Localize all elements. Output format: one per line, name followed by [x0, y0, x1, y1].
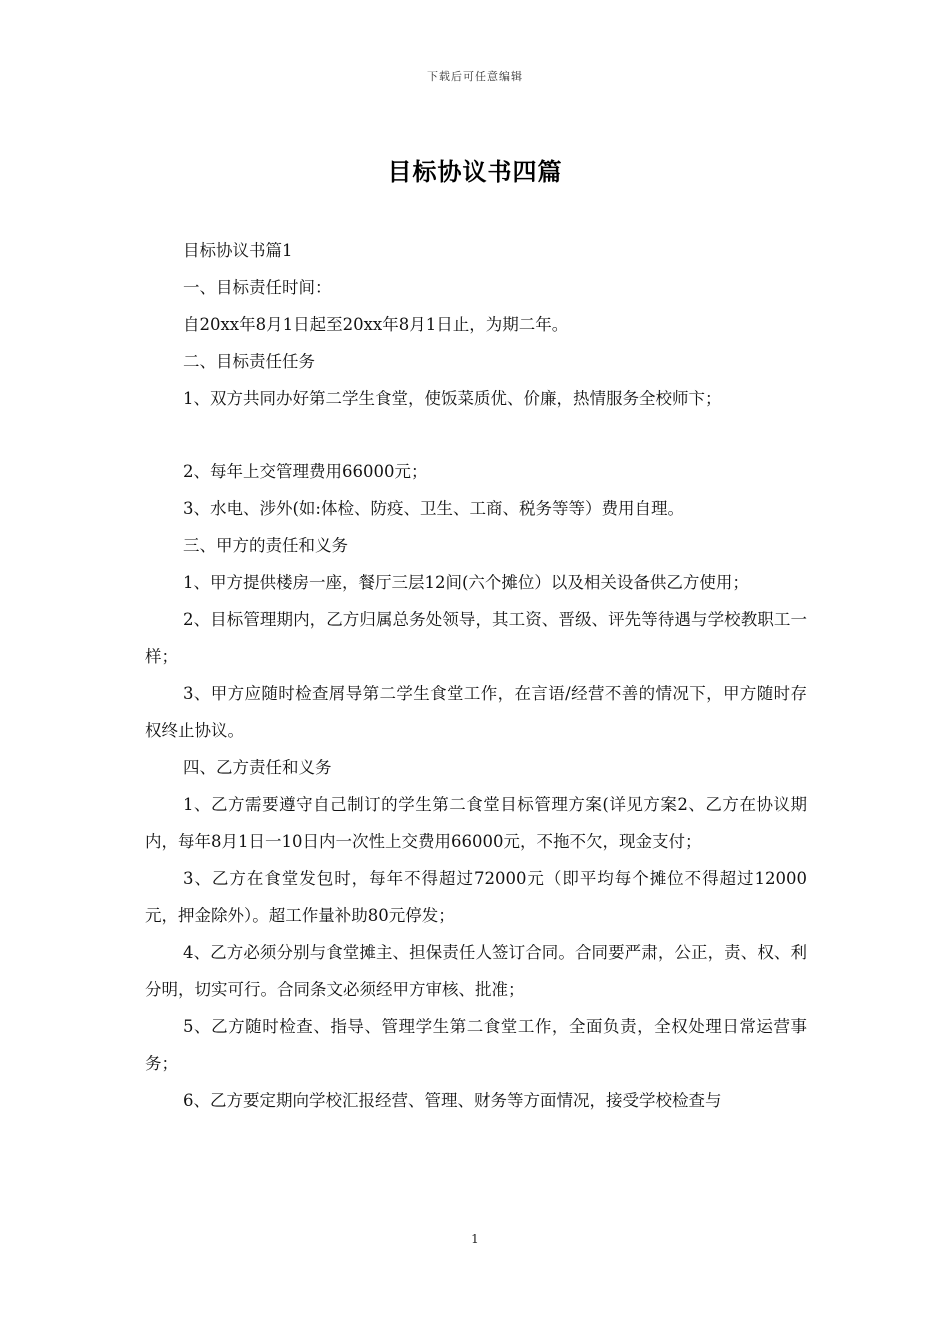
section-heading: 目标协议书篇1	[183, 241, 293, 260]
paragraph: 2、目标管理期内，乙方归属总务处领导，其工资、晋级、评先等待遇与学校教职工一样；	[145, 610, 807, 666]
paragraph: 3、甲方应随时检查屑导第二学生食堂工作，在言语/经营不善的情况下，甲方随时存权终止协议。	[145, 684, 807, 740]
paragraph: 自20xx年8月1日起至20xx年8月1日止，为期二年。	[183, 315, 569, 334]
document-body	[145, 232, 807, 1119]
page-number: 1	[471, 1232, 479, 1246]
section-heading: 四、乙方责任和义务	[183, 758, 332, 777]
header-note: 下载后可任意编辑	[427, 70, 523, 83]
page-title: 目标协议书四篇	[387, 158, 563, 186]
paragraph: 1、甲方提供楼房一座，餐厅三层12间(六个摊位）以及相关设备供乙方使用；	[183, 573, 749, 592]
paragraph: 5、乙方随时检查、指导、管理学生第二食堂工作，全面负责，全权处理日常运营事务；	[145, 1017, 807, 1073]
paragraph: 3、水电、涉外(如:体检、防疫、卫生、工商、税务等等）费用自理。	[183, 499, 684, 518]
section-heading: 一、目标责任时间：	[183, 278, 332, 297]
paragraph: 1、双方共同办好第二学生食堂，使饭菜质优、价廉，热情服务全校师卞；	[183, 389, 722, 408]
paragraph: 1、乙方需要遵守自己制订的学生第二食堂目标管理方案(详见方案2、乙方在协议期内，每年8月1日一10日内一次性上交费用66000元，不拖不欠，现金支付；	[145, 795, 807, 851]
paragraph: 3、乙方在食堂发包时，每年不得超过72000元（即平均每个摊位不得超过12000元，押金除外）。超工作量补助80元停发；	[145, 869, 807, 925]
paragraph: 2、每年上交管理费用66000元；	[183, 462, 428, 481]
blank-line	[145, 417, 807, 453]
paragraph: 6、乙方要定期向学校汇报经营、管理、财务等方面情况，接受学校检查与	[183, 1091, 722, 1110]
section-heading: 二、目标责任任务	[183, 352, 315, 371]
section-heading: 三、甲方的责任和义务	[183, 536, 348, 555]
paragraph: 4、乙方必须分别与食堂摊主、担保责任人签订合同。合同要严肃，公正，责、权、利分明，切实可行。合同条文必须经甲方审核、批准；	[145, 943, 807, 999]
